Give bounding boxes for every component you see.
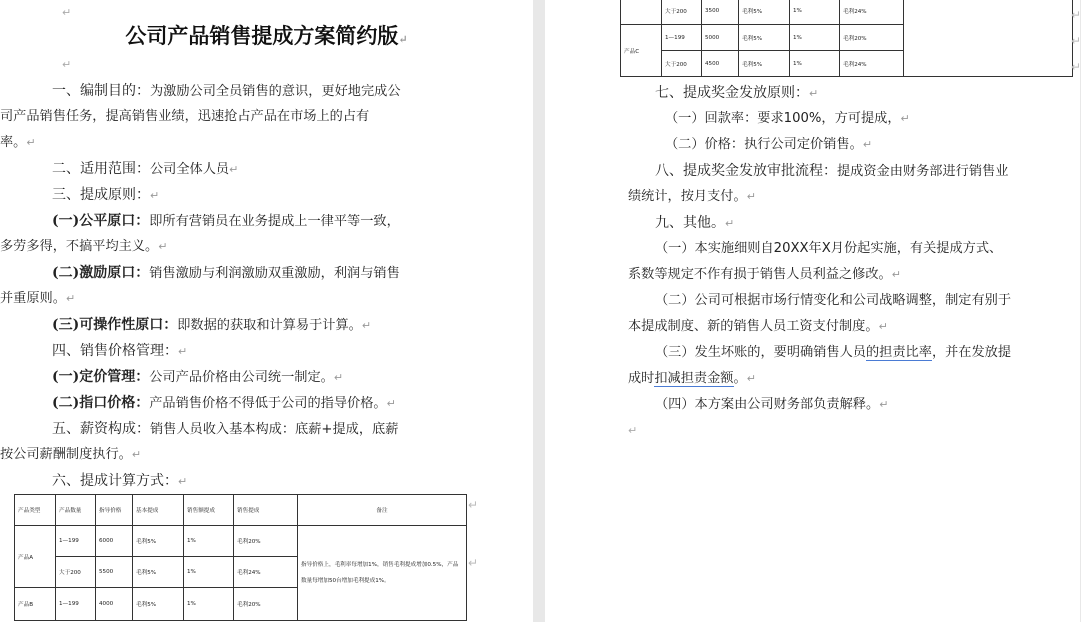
- para-principles: 三、提成原则：↵: [52, 187, 160, 203]
- commission-table: [14, 494, 467, 621]
- row-end-mark: ↵: [1071, 60, 1081, 74]
- para-approval: 八、提成奖金发放审批流程：提成资金由财务部进行销售业: [655, 163, 1009, 179]
- table-cell: [621, 0, 662, 25]
- table-cell: 5500: [96, 557, 133, 588]
- table-cell: 毛利24%: [840, 51, 904, 77]
- paragraph-mark: ↵: [62, 6, 72, 19]
- commission-table-continued: [620, 0, 1073, 77]
- para-guide-price: (二)指口价格：产品销售价格不得低于公司的指导价格。↵: [52, 395, 396, 411]
- para-calc: 六、提成计算方式：↵: [52, 473, 188, 489]
- para-line: （一）回款率：要求100%，方可提成，↵: [665, 111, 910, 126]
- underlined-term: 扣减担责金额: [654, 371, 734, 386]
- underlined-term: 的担责比率: [866, 345, 932, 360]
- table-header: 备注: [298, 495, 467, 526]
- table-cell: 毛利20%: [234, 588, 298, 621]
- table-cell: 6000: [96, 526, 133, 557]
- table-cell: 大于200: [56, 557, 96, 588]
- para-line: 按公司薪酬制度执行。↵: [0, 447, 142, 462]
- para-line: （二）价格：执行公司定价销售。↵: [665, 137, 873, 152]
- para-line: （一）本实施细则自20XX年X月份起实施，有关提成方式、: [655, 241, 1003, 256]
- para-line: 多劳多得，不搞平均主义。↵: [0, 239, 168, 254]
- table-cell: 毛利20%: [234, 526, 298, 557]
- table-header: 销售提成: [234, 495, 298, 526]
- table-note: 指导价格上，毛利率每增加1%，销售毛利提成增加0.5%，产品数量每增加50台增加毛利提成1%。: [298, 526, 467, 621]
- table-cell: 1—199: [56, 526, 96, 557]
- table-cell: 产品B: [15, 588, 56, 621]
- para-fairness: (一)公平原口：即所有营销员在业务提成上一律平等一致，: [52, 213, 400, 229]
- table-cell: 1—199: [662, 25, 702, 51]
- table-cell: 1%: [790, 51, 840, 77]
- para-price-management: (一)定价管理：公司产品价格由公司统一制定。↵: [52, 369, 344, 385]
- para-line: 本提成制度、新的销售人员工资支付制度。↵: [628, 319, 888, 334]
- para-operability: (三)可操作性原口：即数据的获取和计算易于计算。↵: [52, 317, 372, 333]
- para-line: 司产品销售任务，提高销售业绩，迅速抢占产品在市场上的占有: [0, 109, 370, 124]
- para-line: （四）本方案由公司财务部负责解释。↵: [655, 397, 889, 412]
- paragraph-mark: ↵: [628, 424, 638, 437]
- para-other: 九、其他。↵: [655, 215, 735, 231]
- table-row: [621, 0, 1073, 25]
- table-cell: 毛利24%: [840, 0, 904, 25]
- para-line: 率。↵: [0, 135, 36, 150]
- table-cell: 产品C: [621, 25, 662, 77]
- table-cell: [904, 0, 1073, 77]
- table-cell: 4500: [702, 51, 739, 77]
- para-line: 绩统计，按月支付。↵: [628, 189, 756, 204]
- para-payout-principle: 七、提成奖金发放原则：↵: [655, 85, 819, 101]
- row-end-mark: ↵: [1071, 8, 1081, 22]
- para-line: 并重原则。↵: [0, 291, 76, 306]
- table-cell: 毛利5%: [133, 588, 184, 621]
- para-line: （二）公司可根据市场行情变化和公司战略调整，制定有别于: [655, 293, 1012, 308]
- para-line: 成时扣减担责金额。↵: [628, 371, 756, 386]
- table-cell: 毛利5%: [133, 526, 184, 557]
- table-cell: 1%: [184, 588, 234, 621]
- table-header: 指导价格: [96, 495, 133, 526]
- table-header: 销售额提成: [184, 495, 234, 526]
- table-cell: 1—199: [56, 588, 96, 621]
- table-cell: 5000: [702, 25, 739, 51]
- para-line: （三）发生坏账的，要明确销售人员的担责比率，并在发放提: [655, 345, 1012, 360]
- table-cell: 毛利5%: [133, 557, 184, 588]
- table-cell: 毛利5%: [739, 0, 790, 25]
- row-end-mark: ↵: [1071, 34, 1081, 48]
- document-title: 公司产品销售提成方案简约版↵: [125, 23, 408, 48]
- paragraph-mark: ↵: [62, 58, 72, 71]
- table-cell: 毛利5%: [739, 25, 790, 51]
- para-line: 系数等规定不作有损于销售人员利益之修改。↵: [628, 267, 901, 282]
- row-end-mark: ↵: [468, 556, 479, 570]
- table-cell: 1%: [184, 526, 234, 557]
- table-cell: 毛利24%: [234, 557, 298, 588]
- document-page-right: [545, 0, 1080, 622]
- table-header: 产品类型: [15, 495, 56, 526]
- table-cell: 毛利20%: [840, 25, 904, 51]
- table-cell: 大于200: [662, 51, 702, 77]
- table-cell: 3500: [702, 0, 739, 25]
- table-cell: 产品A: [15, 526, 56, 588]
- para-pricing: 四、销售价格管理：↵: [52, 343, 188, 359]
- table-header: 产品数量: [56, 495, 96, 526]
- table-cell: 1%: [184, 557, 234, 588]
- table-cell: 毛利5%: [739, 51, 790, 77]
- table-row: [15, 526, 467, 557]
- row-end-mark: ↵: [468, 498, 479, 512]
- document-page-left: [0, 0, 533, 622]
- table-cell: 4000: [96, 588, 133, 621]
- table-cell: 1%: [790, 0, 840, 25]
- para-purpose: 一、编制目的：为激励公司全员销售的意识，更好地完成公: [52, 83, 401, 99]
- para-salary: 五、薪资构成：销售人员收入基本构成：底薪+提成，底薪: [52, 421, 399, 437]
- para-incentive: (二)激励原口：销售激励与利润激励双重激励，利润与销售: [52, 265, 400, 281]
- table-cell: 1%: [790, 25, 840, 51]
- para-scope: 二、适用范围：公司全体人员↵: [52, 161, 239, 177]
- table-header: 基本提成: [133, 495, 184, 526]
- table-cell: 大于200: [662, 0, 702, 25]
